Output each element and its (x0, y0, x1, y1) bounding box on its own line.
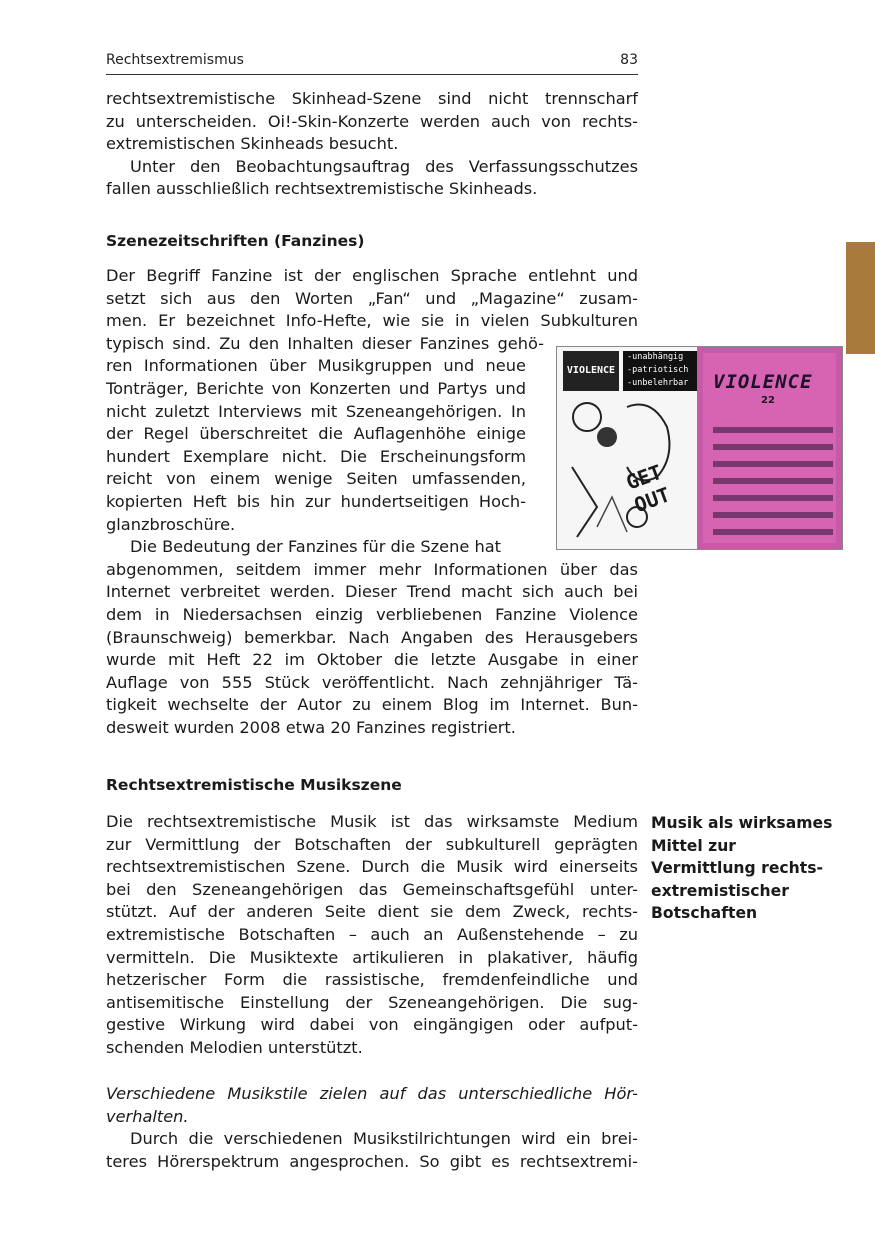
cover-tag: -unbelehrbar (627, 378, 689, 388)
margin-note-line: Vermittlung rechts- (651, 859, 823, 878)
text-line: Auflage von 555 Stück veröffentlicht. Nach zehnjähriger Tä- (106, 672, 638, 692)
text-line: glanzbroschüre. (106, 514, 236, 534)
text-line: tigkeit wechselte der Autor zu einem Blog im Internet. Bun- (106, 695, 638, 715)
contents-entry (713, 495, 833, 501)
text-line: Der Begriff Fanzine ist der englischen Sprache entlehnt und (106, 266, 638, 285)
text-line: dem in Niedersachsen einzig verbliebenen Fanzine Violence (106, 605, 638, 624)
text-line: setzt sich aus den Worten „Fan“ und „Magazine“ zusam- (106, 288, 638, 308)
contents-entry (713, 478, 833, 484)
section-heading: Szenezeitschriften (Fanzines) (106, 232, 365, 250)
contents-entry (713, 444, 833, 450)
contents-entry (713, 529, 833, 535)
contents-entry (713, 427, 833, 433)
text-line: reicht von einem wenige Seiten umfassenden, (106, 469, 526, 489)
text-line: extremistischen Skinheads besucht. (106, 134, 399, 154)
text-line: Internet verbreitet werden. Dieser Trend macht sich auch bei (106, 582, 638, 602)
margin-note-line: Botschaften (651, 904, 758, 923)
cover-tag: -unabhängig (627, 352, 684, 362)
margin-note (651, 812, 851, 925)
text-line: hundert Exemplare nicht. Die Erscheinungsform (106, 446, 526, 466)
text-line: Die rechtsextremistische Musik ist das wirksamste Medium (106, 812, 638, 831)
text-line: desweit wurden 2008 etwa 20 Fanzines registriert. (106, 718, 516, 737)
cover-contents-list (713, 427, 833, 546)
text-line: vermitteln. Die Musiktexte artikulieren in plakativer, häufig (106, 947, 638, 967)
text-line: hetzerischer Form die rassistische, fremdenfeindliche und (106, 970, 638, 990)
running-head (106, 52, 638, 68)
cover-issue-number: 22 (761, 395, 775, 406)
text-line: gestive Wirkung wird dabei von eingängigen oder aufput- (106, 1015, 638, 1035)
text-line: wurde mit Heft 22 im Oktober die letzte Ausgabe in einer (106, 650, 638, 670)
cover-title: VIOLENCE (713, 371, 813, 393)
fanzine-covers-image (556, 346, 843, 550)
text-line: rechtsextremistische Skinhead-Szene sind nicht trennscharf (106, 89, 638, 108)
cover-stamp: GET OUT (622, 459, 674, 518)
margin-note-line: Musik als wirksames (651, 814, 833, 832)
section-heading: Rechtsextremistische Musikszene (106, 776, 402, 794)
margin-note-line: Mittel zur (651, 836, 736, 855)
text-line: schenden Melodien unterstützt. (106, 1038, 363, 1057)
text-line: Unter den Beobachtungsauftrag des Verfassungsschutzes (130, 156, 638, 176)
running-head-title: Rechtsextremismus (106, 52, 244, 68)
text-line: teres Hörerspektrum angesprochen. So gibt es rechtsextremi- (106, 1151, 638, 1171)
text-line: bei den Szeneangehörigen das Gemeinschaftsgefühl unter- (106, 879, 638, 899)
cover-tag: -patriotisch (627, 365, 689, 375)
fanzine-cover-left (557, 347, 697, 549)
text-line: Tonträger, Berichte von Konzerten und Partys und (106, 379, 526, 398)
contents-entry (713, 512, 833, 518)
text-line: ren Informationen über Musikgruppen und neue (106, 356, 526, 376)
cover-illustration (557, 347, 697, 549)
text-line: extremistische Botschaften – auch an Außenstehende – zu (106, 925, 638, 944)
text-line: Die Bedeutung der Fanzines für die Szene hat (130, 537, 501, 557)
text-line: Durch die verschiedenen Musikstilrichtungen wird ein brei- (130, 1129, 638, 1149)
page-number: 83 (620, 52, 638, 68)
cover-panel (703, 353, 836, 543)
text-line: antisemitische Einstellung der Szeneangehörigen. Die sug- (106, 992, 638, 1012)
contents-entry (713, 461, 833, 467)
italic-text-line: verhalten. (106, 1106, 189, 1126)
text-line: zur Vermittlung der Botschaften der subkulturell geprägten (106, 834, 638, 854)
chapter-thumb-tab (846, 242, 875, 354)
text-line: kopierten Heft bis hin zur hundertseitigen Hoch- (106, 492, 526, 511)
italic-text-line: Verschiedene Musikstile zielen auf das unterschiedliche Hör- (106, 1084, 638, 1103)
text-line: abgenommen, seitdem immer mehr Informationen über das (106, 559, 638, 579)
text-line: stützt. Auf der anderen Seite dient sie dem Zweck, rechts- (106, 902, 638, 922)
text-line: (Braunschweig) bemerkbar. Nach Angaben des Herausgebers (106, 627, 638, 647)
fanzine-cover-right (697, 347, 842, 549)
text-line: rechtsextremistischen Szene. Durch die Musik wird einerseits (106, 857, 638, 877)
text-line: zu unterscheiden. Oi!-Skin-Konzerte werden auch von rechts- (106, 111, 638, 131)
text-line: fallen ausschließlich rechtsextremistische Skinheads. (106, 179, 538, 199)
text-line: nicht zuletzt Interviews mit Szeneangehörigen. In (106, 401, 526, 421)
text-line: typisch sind. Zu den Inhalten dieser Fanzines gehö- (106, 333, 544, 353)
header-rule (106, 74, 638, 75)
text-line: der Regel überschreitet die Auflagenhöhe einige (106, 424, 526, 444)
cover-banner-text: VIOLENCE (563, 351, 619, 391)
margin-note-line: extremistischer (651, 881, 789, 900)
text-line: men. Er bezeichnet Info-Hefte, wie sie in vielen Subkulturen (106, 311, 638, 331)
